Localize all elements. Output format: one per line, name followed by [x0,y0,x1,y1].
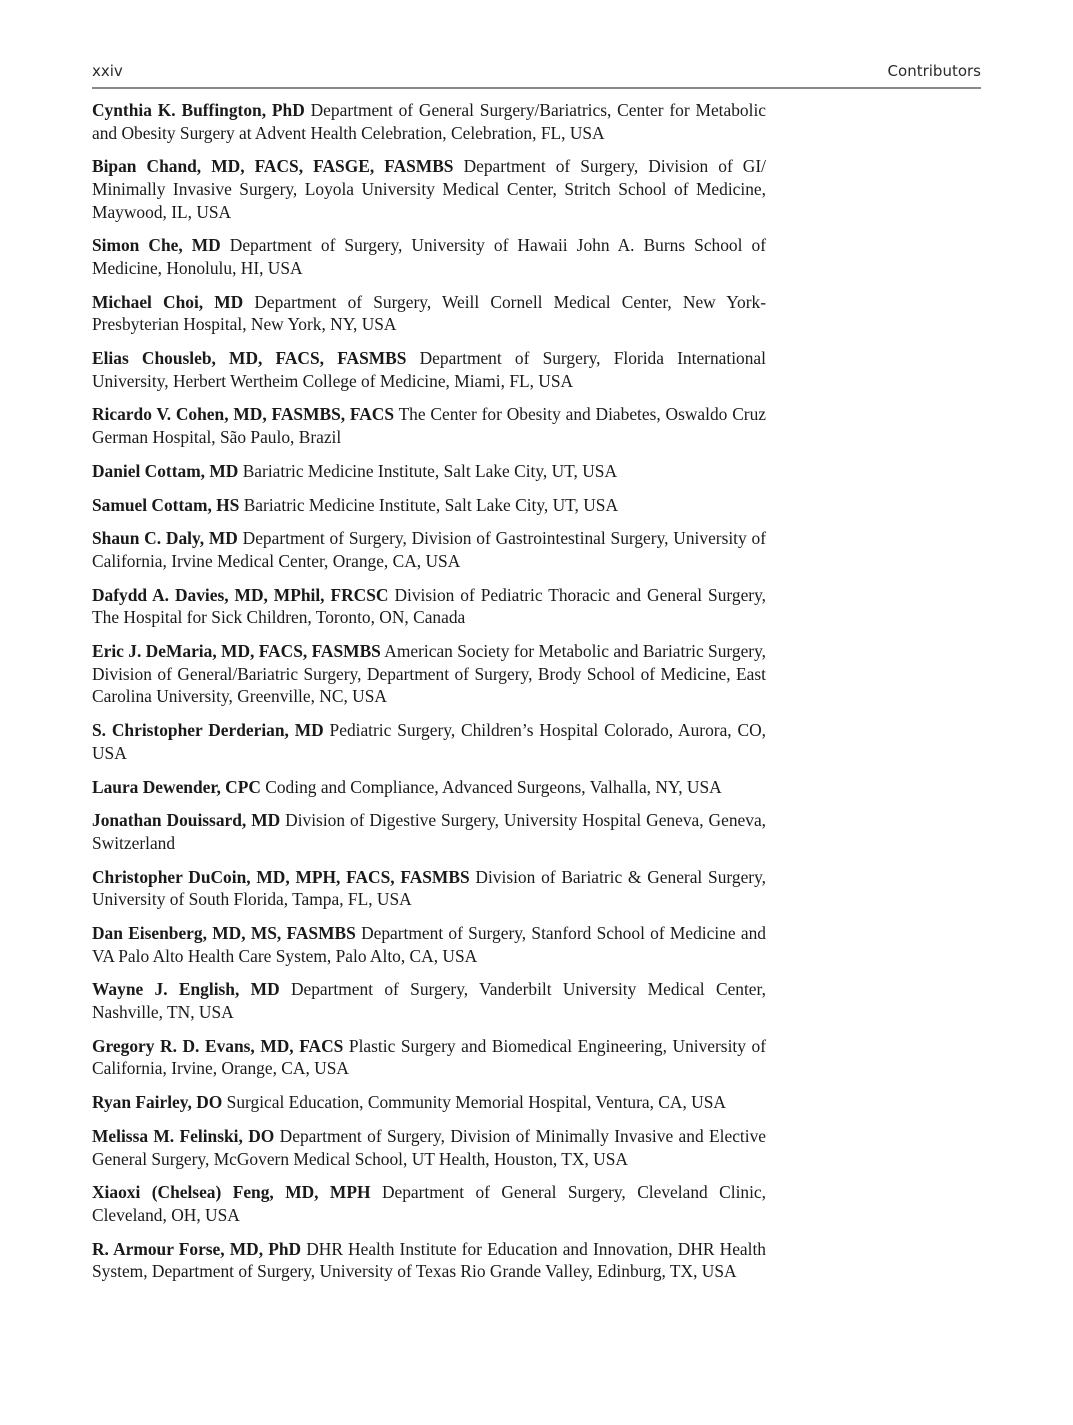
contributor-entry [92,922,766,967]
contributor-affiliation: Department of General Surgery, Cleveland Clinic, Cleveland, OH, USA [92,1182,766,1225]
contributor-affiliation: Department of Surgery, Division of GI/ Minimally Invasive Surgery, Loyola University Medical Center, Stritch School of Medicine, Maywood, IL, USA [92,156,766,222]
contributor-entry [92,978,766,1023]
contributor-affiliation: Department of Surgery, Vanderbilt University Medical Center, Nashville, TN, USA [92,979,766,1022]
contributor-affiliation: Pediatric Surgery, Children’s Hospital Colorado, Aurora, CO, USA [92,720,766,763]
contributor-affiliation: Division of Pediatric Thoracic and General Surgery, The Hospital for Sick Children, Toronto, ON, Canada [92,584,766,628]
contributor-name: Elias Chousleb, MD, FACS, FASMBS [92,348,407,369]
contributor-entry [92,1125,766,1170]
contributor-name: Melissa M. Felinski, DO [92,1125,275,1146]
contributor-affiliation: Bariatric Medicine Institute, Salt Lake City, UT, USA [242,460,617,481]
contributor-name: Ryan Fairley, DO [92,1092,223,1113]
contributor-affiliation: Department of General Surgery/Bariatrics, Center for Metabolic and Obesity Surgery at Advent Health Celebration, Celebration, FL, USA [92,100,767,143]
contributor-name: Daniel Cottam, MD [92,460,239,481]
contributor-name: Shaun C. Daly, MD [92,528,238,549]
contributor-entry [92,234,766,279]
contributor-affiliation: Plastic Surgery and Biomedical Engineering, University of California, Irvine, Orange, CA, USA [92,1035,766,1079]
contributor-name: Xiaoxi (Chelsea) Feng, MD, MPH [92,1182,371,1203]
contributor-affiliation: American Society for Metabolic and Bariatric Surgery, Division of General/Bariatric Surgery, Department of Surgery, Brody School of Medicine, East Carolina University, Greenville, NC, USA [92,641,767,707]
contributor-entry [92,776,766,799]
running-head [92,60,981,84]
contributor-name: Michael Choi, MD [92,291,244,312]
contributor-entry [92,1091,766,1114]
contributor-affiliation: Division of Bariatric & General Surgery, University of South Florida, Tampa, FL, USA [92,866,766,910]
contributor-entry [92,1181,766,1226]
contributor-entry [92,291,766,336]
contributor-name: Christopher DuCoin, MD, MPH, FACS, FASMBS [92,866,470,887]
contributor-entry [92,584,766,629]
contributor-name: Laura Dewender, CPC [92,776,261,797]
contributor-entry [92,809,766,854]
contributor-affiliation: Division of Digestive Surgery, University Hospital Geneva, Geneva, Switzerland [92,810,767,853]
contributor-entry [92,155,766,223]
contributor-name: Ricardo V. Cohen, MD, FASMBS, FACS [92,404,395,425]
contributor-name: Eric J. DeMaria, MD, FACS, FASMBS [92,641,381,662]
contributor-affiliation: Department of Surgery, Division of Minimally Invasive and Elective General Surgery, McGovern Medical School, UT Health, Houston, TX, USA [92,1125,766,1169]
contributor-entry [92,1035,766,1080]
contributor-name: Samuel Cottam, HS [92,494,240,515]
contributor-name: Cynthia K. Buffington, PhD [92,100,305,120]
contributor-name: Simon Che, MD [92,235,221,256]
contributor-entry [92,403,766,448]
contributor-entry [92,347,766,392]
contributor-name: Gregory R. D. Evans, MD, FACS [92,1035,344,1056]
contributor-affiliation: DHR Health Institute for Education and Innovation, DHR Health System, Department of Surgery, University of Texas Rio Grande Valley, Edinburg, TX, USA [92,1238,766,1282]
page-number: xxiv [92,62,123,80]
contributor-entry [92,1238,766,1283]
contributor-name: Dan Eisenberg, MD, MS, FASMBS [92,923,356,944]
contributor-entry [92,460,766,483]
contributor-affiliation: Bariatric Medicine Institute, Salt Lake City, UT, USA [243,494,618,515]
contributor-affiliation: Department of Surgery, University of Hawaii John A. Burns School of Medicine, Honolulu, HI, USA [92,235,766,278]
contributor-entry [92,719,766,764]
contributor-affiliation: Coding and Compliance, Advanced Surgeons, Valhalla, NY, USA [265,776,722,797]
contributor-affiliation: The Center for Obesity and Diabetes, Oswaldo Cruz German Hospital, São Paulo, Brazil [92,404,766,448]
contributor-affiliation: Surgical Education, Community Memorial Hospital, Ventura, CA, USA [226,1092,726,1113]
contributor-name: Dafydd A. Davies, MD, MPhil, FRCSC [92,584,389,605]
contributor-name: Jonathan Douissard, MD [92,810,281,831]
contributors-list [92,99,766,1294]
contributor-name: Wayne J. English, MD [92,979,280,1000]
contributor-name: R. Armour Forse, MD, PhD [92,1238,302,1259]
section-title: Contributors [887,62,981,80]
contributor-affiliation: Department of Surgery, Weill Cornell Medical Center, New York-Presbyterian Hospital, New York, NY, USA [92,291,767,335]
contributor-entry [92,866,766,911]
contributor-affiliation: Department of Surgery, Stanford School of Medicine and VA Palo Alto Health Care System, Palo Alto, CA, USA [92,923,766,966]
contributor-name: Bipan Chand, MD, FACS, FASGE, FASMBS [92,156,454,177]
contributor-name: S. Christopher Derderian, MD [92,720,324,741]
contributor-entry [92,494,766,517]
header-rule [92,87,981,89]
contributor-entry [92,99,766,144]
contributor-affiliation: Department of Surgery, Florida International University, Herbert Wertheim College of Medicine, Miami, FL, USA [92,348,766,391]
contributor-affiliation: Department of Surgery, Division of Gastrointestinal Surgery, University of California, Irvine Medical Center, Orange, CA, USA [92,528,766,571]
contributor-entry [92,640,766,708]
contributor-entry [92,527,766,572]
